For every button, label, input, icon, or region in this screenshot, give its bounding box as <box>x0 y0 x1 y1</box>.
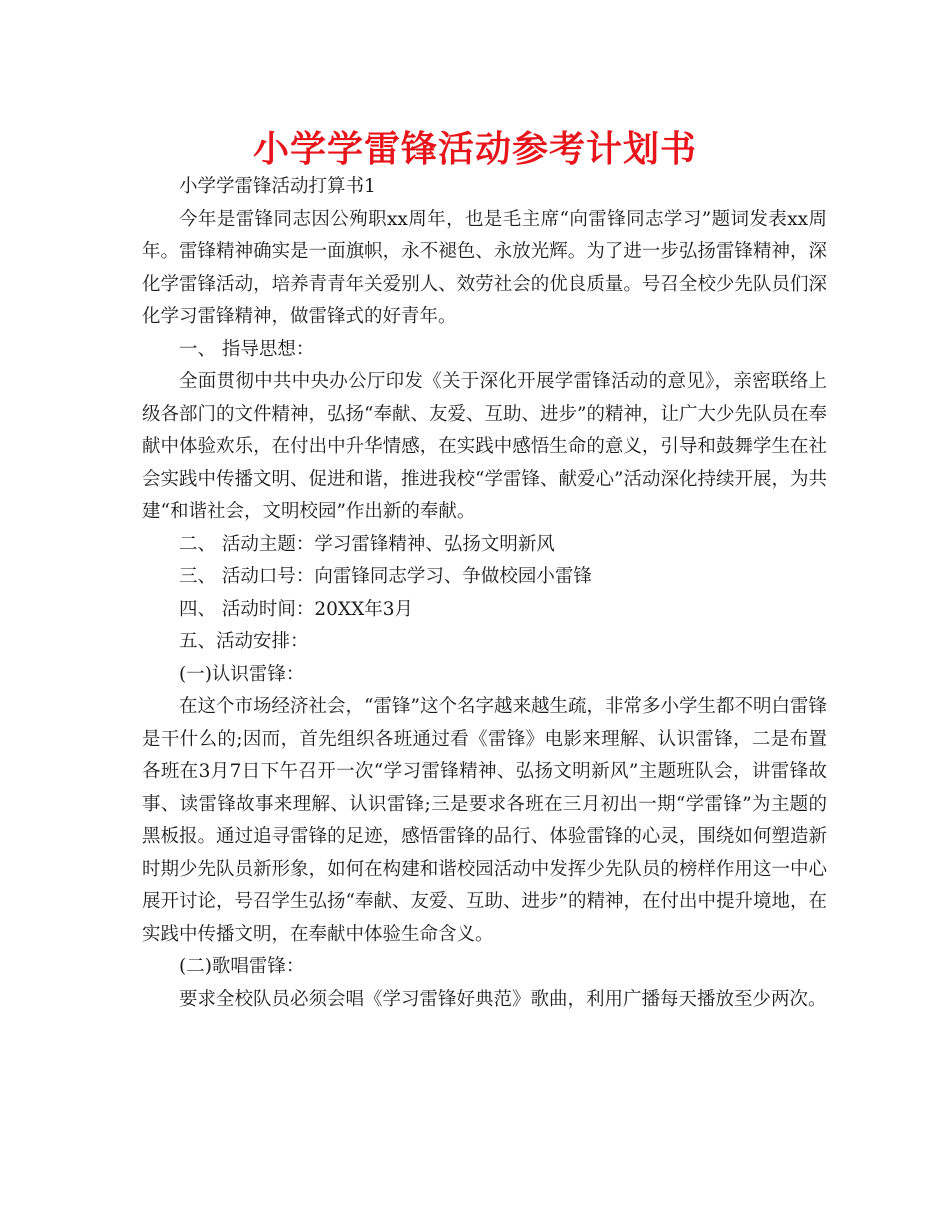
section-heading-arrangement: 五、活动安排： <box>179 631 309 652</box>
intro-paragraph: 今年是雷锋同志因公殉职xx周年，也是毛主席“向雷锋同志学习”题词发表xx周年。雷锋精神确实是一面旗帜，永不褪色、永放光辉。为了进一步弘扬雷锋精神，深化学雷锋活动，培养青青年关爱别人、效劳社会的优良质量。号召全校少先队员们深化学习雷锋精神，做雷锋式的好青年。 <box>142 208 827 327</box>
guiding-thought-paragraph: 全面贯彻中共中央办公厅印发《关于深化开展学雷锋活动的意见》，亲密联络上级各部门的文件精神，弘扬“奉献、友爱、互助、进步”的精神，让广大少先队员在奉献中体验欢乐，在付出中升华情感，在实践中感悟生命的意义，引导和鼓舞学生在社会实践中传播文明、促进和谐，推进我校“学雷锋、献爱心”活动深化持续开展，为共建“和谐社会，文明校园”作出新的奉献。 <box>142 371 827 522</box>
section-activity-theme: 二、 活动主题：学习雷锋精神、弘扬文明新风 <box>179 533 555 555</box>
sing-leifeng-paragraph: 要求全校队员必须会唱《学习雷锋好典范》歌曲，利用广播每天播放至少两次。 <box>179 988 827 1010</box>
subsection-know-leifeng: (一)认识雷锋： <box>179 663 305 685</box>
subsection-sing-leifeng: (二)歌唱雷锋： <box>179 956 305 977</box>
document-title: 小学学雷锋活动参考计划书 <box>252 129 697 170</box>
know-leifeng-paragraph: 在这个市场经济社会，“雷锋”这个名字越来越生疏，非常多小学生都不明白雷锋是干什么的;因而，首先组织各班通过看《雷锋》电影来理解、认识雷锋，二是布置各班在3月7日下午召开一次“学习雷锋精神、弘扬文明新风”主题班队会，讲雷锋故事、读雷锋故事来理解、认识雷锋;三是要求各班在三月初出一期“学雷锋”为主题的黑板报。通过追寻雷锋的足迹，感悟雷锋的品行、体验雷锋的心灵，围绕如何塑造新时期少先队员新形象，如何在构建和谐校园活动中发挥少先队员的榜样作用这一中心展开讨论，号召学生弘扬“奉献、友爱、互助、进步”的精神，在付出中提升境地，在实践中传播文明，在奉献中体验生命含义。 <box>142 696 827 945</box>
subtitle-paragraph: 小学学雷锋活动打算书1 <box>179 176 376 197</box>
section-activity-time: 四、 活动时间：20XX年3月 <box>179 598 414 620</box>
document-body <box>142 171 827 1016</box>
section-activity-slogan: 三、 活动口号：向雷锋同志学习、争做校园小雷锋 <box>179 566 592 587</box>
section-heading-guiding-thought: 一、 指导思想： <box>179 338 315 360</box>
